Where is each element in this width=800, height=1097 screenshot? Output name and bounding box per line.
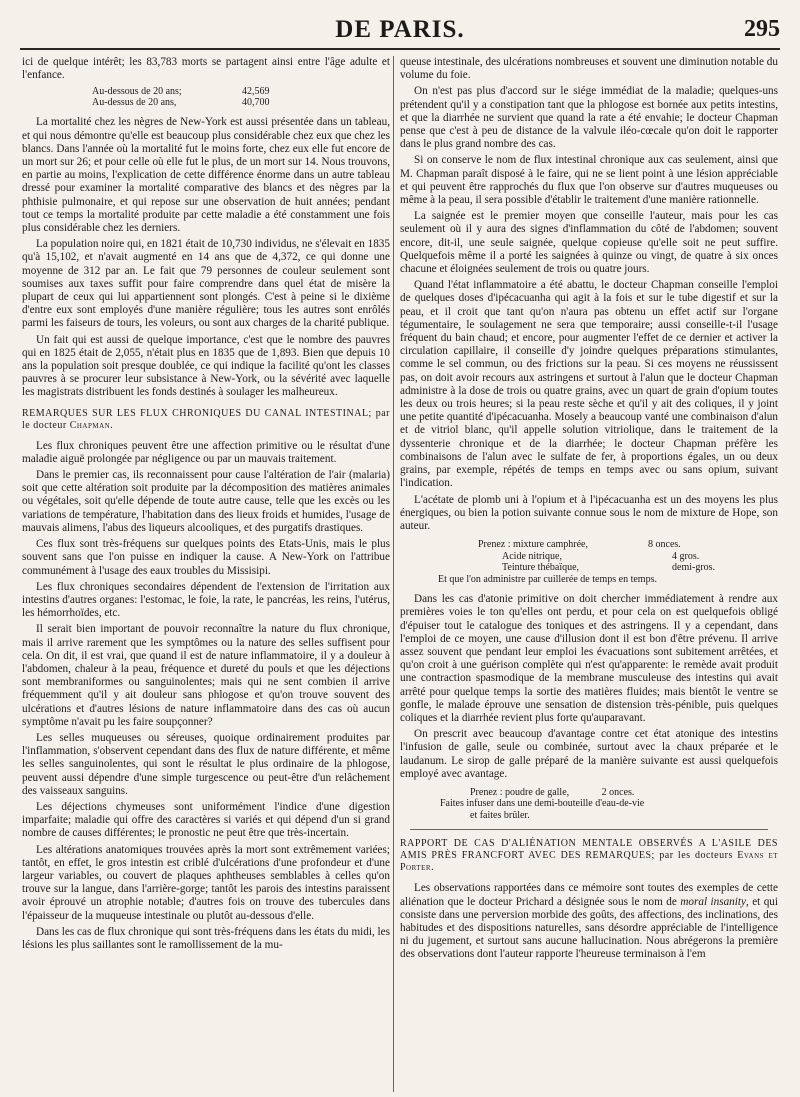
paragraph: L'acétate de plomb uni à l'opium et à l'ipécacuanha est un des moyens les plus énergiques, ou bien la potion suivante connue sous le nom de mixture de Hope, son auteur.: [400, 493, 778, 532]
page-title: DE PARIS.: [335, 16, 465, 43]
page-number: 295: [744, 16, 780, 42]
section-heading: REMARQUES SUR LES FLUX CHRONIQUES DU CANAL INTESTINAL; par le docteur Chapman.: [22, 407, 390, 431]
paragraph: queuse intestinale, des ulcérations nombreuses et souvent une diminution notable du volume du foie.: [400, 56, 778, 82]
section-heading: RAPPORT DE CAS D'ALIÉNATION MENTALE OBSERVÉS A L'ASILE DES AMIS PRÈS FRANCFORT AVEC DES REMARQUES; par les docteurs Evans et Porter.: [400, 838, 778, 874]
paragraph: Les déjections chymeuses sont uniformément l'indice d'une digestion imparfaite; maladie qui offre des caractères si variés et qui dépend d'un si grand nombre de causes différentes; le pronostic ne peut être que très-incertain.: [22, 800, 390, 840]
paragraph: Dans le premier cas, ils reconnaissent pour cause l'altération de l'air (malaria) soit que cette altération soit produite par la décomposition des matières animales ou végétales, soit qu'elle dépende de toute autre cause, telle que les excès ou les variations de température, l'habitation dans des lieux froids et humides, l'usage de mauvais alimens, l'abus des liqueurs alcooliques, et des purgatifs drastiques.: [22, 469, 390, 534]
paragraph: Les observations rapportées dans ce mémoire sont toutes des exemples de cette aliénation que le docteur Prichard a désignée sous le nom de moral insanity, et qui consiste dans une perversion morbide des goûts, des affections, des inclinations, des habitudes et des dispositions naturelles, sans désordre appréciable de l'intelligence ni du jugement, et surtout sans aucune hallucination. Nous abrégerons la première des observations dont l'auteur rapporte l'heureuse terminaison à l'em: [400, 882, 778, 961]
section-rule: [410, 829, 768, 830]
paragraph: On n'est pas plus d'accord sur le siége immédiat de la maladie; quelques-uns prétendent qu'il y a constipation tant que la phlogose est bornée aux petits intestins, et que la diarrhée ne survient que quand la rate a été envahie; le docteur Chapman pense que c'est à peu de distance de la valvule iléo-cœcale qu'on doit le rapporter dans le plus grand nombre des cas.: [400, 85, 778, 151]
paragraph: Un fait qui est aussi de quelque importance, c'est que le nombre des pauvres qui en 1825 était de 2,055, n'était plus en 1835 que de 1,893. Bien que depuis 10 ans la population soit presque doublée, ce qui indique la facilité qu'ont les classes pauvres à se procurer leur subsistance à New-York, ou la sévérité avec laquelle les magistrats distribuent les fonds destinés à soulager les malheureux.: [22, 333, 390, 399]
paragraph: La saignée est le premier moyen que conseille l'auteur, mais pour les cas seulement où il y aura des signes d'inflammation du côté de l'abdomen; souvent encore, dit-il, une seule saignée, quelque copieuse qu'elle soit ne peut suffire. Quelquefois même il a porté les saignées à quinze ou vingt, de quatre à six onces chacune et éloignées seulement de trois ou quatre jours.: [400, 210, 778, 276]
paragraph: La population noire qui, en 1821 était de 10,730 individus, ne s'élevait en 1835 qu'à 15,102, et n'avait augmenté en 14 ans que de 4,372, ce qui donne une moyenne de 312 par an. Le fait que 79 personnes de couleur seulement sont soumises aux taxes suffit pour faire comprendre dans quel état de misère la plupart de ceux qui lui appartiennent sont plongés. C'est à peine si le dixième d'entre eux sont employés d'une manière régulière; tous les autres sont enrôlés parmi les faiseurs de tours, les voleurs, ou sont aux charges de la charité publique.: [22, 238, 390, 330]
paragraph: Les flux chroniques peuvent être une affection primitive ou le résultat d'une maladie aiguë prolongée par négligence ou par un mauvais traitement.: [22, 439, 390, 465]
prescription-note: Et que l'on administre par cuillerée de temps en temps.: [438, 573, 657, 585]
paragraph: ici de quelque intérêt; les 83,783 morts se partagent ainsi entre l'âge adulte et l'enfance.: [22, 56, 390, 82]
prescription-hope-mixture: [438, 539, 778, 585]
age-stats-table: [92, 86, 390, 108]
left-column: [22, 56, 390, 1092]
prescription-gall-syrup: Prenez : poudre de galle, 2 onces. Faites infuser dans une demi-bouteille d'eau-de-vie et faites brûler.: [440, 786, 645, 821]
paragraph: Les flux chroniques secondaires dépendent de l'extension de l'irritation aux intestins d'autres organes: l'estomac, le foie, la rate, le pancréas, les reins, l'utérus, les hémorrhoïdes, etc.: [22, 580, 390, 620]
paragraph: On prescrit avec beaucoup d'avantage contre cet état atonique des intestins l'infusion de galle, seule ou combinée, surtout avec la chaux préparée et le laudanum. Le sirop de galle préparé de la manière suivante est aussi quelquefois employé avec avantage.: [400, 728, 778, 780]
prescription-row: Acide nitrique, 4 gros.: [502, 550, 700, 562]
paragraph: Les altérations anatomiques trouvées après la mort sont extrêmement variées; tantôt, en effet, le gros intestin est criblé d'ulcérations d'une profondeur et d'une largeur variables, ou couvert de plaques aphtheuses semblables à celles qu'on trouve sur la langue, dans l'arrière-gorge; tantôt les parois des intestins paraissent avoir éprouvé un atrophie notable; d'autres fois on trouve des tubercules dans l'épaisseur de la muqueuse intestinale ou plutôt au-dessous d'elle.: [22, 843, 390, 922]
stats-row: Au-dessus de 20 ans, 40,700: [92, 97, 270, 109]
paragraph: Les selles muqueuses ou séreuses, quoique ordinairement produites par l'inflammation, s'observent cependant dans des flux de nature différente, et même les selles sanguinolentes, qui sont le résultat le plus ordinaire de la phlogose, peuvent aussi dépendre d'une simple turgescence ou peut-être d'un relâchement des vaisseaux sanguins.: [22, 731, 390, 797]
column-divider: [393, 56, 394, 1092]
paragraph: Il serait bien important de pouvoir reconnaître la nature du flux chronique, mais il arrive rarement que les symptômes ou la nature des selles suffisent pour cela. On dit, il est vrai, que quand il est de nature inflammatoire, il y a douleur à l'abdomen, chaleur à la peau, fréquence et dureté du pouls et que les déjections sont membraniformes ou sanguinolentes; mais qui ne sent combien il arrive fréquemment qu'il y ait douleur sans phlogose et qu'on trouve souvent des ulcérations et d'autres lésions de nature inflammatoire dans des cas où aucun symptôme n'avait pu les faire soupçonner?: [22, 623, 390, 728]
paragraph: La mortalité chez les nègres de New-York est aussi présentée dans un tableau, et qui nous démontre qu'elle est beaucoup plus considérable chez eux que chez les blancs. Dans l'année où la mortalité fut le moins forte, chez eux elle fut encore de un mort sur 26; et pour celle où elle fut le plus, de un mort sur 14. Nous trouvons, en partie au moins, l'explication de cette différence énorme dans un autre tableau dressé pour examiner la mortalité comparative des blancs et des nègres par la phthisie pulmonaire, et qui repose sur une observation de huit années; pendant tout ce temps la mortalité produite par cette maladie a été constamment une fois plus considérable chez les derniers.: [22, 116, 390, 235]
right-column: [400, 56, 778, 1092]
paragraph: Ces flux sont très-fréquens sur quelques points des Etats-Unis, mais le plus souvent sans que l'on puisse en indiquer la cause. A New-York on l'attribue communément à l'usage des eaux troubles du Missisipi.: [22, 538, 390, 577]
prescription-row: Teinture thébaïque, demi-gros.: [502, 562, 716, 574]
paragraph: Dans les cas d'atonie primitive on doit chercher immédiatement à rendre aux premières voies le ton qu'elles ont perdu, et pour cela on est quelquefois obligé d'épuiser tout le catalogue des toniques et des astringens. Il y a cependant, dans l'emploi de ce moyen, une cause d'illusion dont il est bon d'être prévenu. Il arrive assez souvent que pendant leur emploi les évacuations sont subitement arrêtées, et qu'on croit à une guérison complète qui n'est qu'apparente: le remède avait produit une contraction spasmodique de la membrane musculeuse des intestins qui avait arrêté pour quelque temps la sortie des matières fluides; mais bientôt le ventre se gonfle, le malade éprouve une sensation de distension très-pénible, puis quelques coliques et la diarrhée revient plus forte qu'auparavant.: [400, 593, 778, 724]
paragraph: Dans les cas de flux chronique qui sont très-fréquens dans les états du midi, les lésions les plus saillantes sont le ramollissement de la mu-: [22, 925, 390, 951]
page-header: [20, 14, 780, 50]
paragraph: Quand l'état inflammatoire a été abattu, le docteur Chapman conseille l'emploi de quelques doses d'ipécacuanha qui agit à la fois et sur le tube digestif et sur la peau, et il croit que tant qu'on n'aura pas obtenu un effet actif sur l'organe tégumentaire, le soulagement ne sera que temporaire; aussi conseille-t-il l'usage fréquent du bain chaud; et encore, pour augmenter l'effet de ce dernier et activer la circulation capillaire, il conseille d'y joindre quelques préparations stimulantes, comme le sel commun, ou des frictions sur la peau. Si ces moyens ne réussissent pas, on doit avoir recours aux astringens et surtout à l'alun que le docteur Chapman administre à la dose de trois ou quatre grains, avec un quart de grain d'opium toutes les deux ou trois heures; si la peau reste sèche et qu'il y ait des coliques, il y joint une petite quantité d'ipécacuanha. Mosely a beaucoup vanté une combinaison d'alun et de vitriol blanc, qu'il appelle solution vitriolique, dans le traitement de la dyssenterie chronique et de la diarrhée; le docteur Chapman préfère les combinaisons de l'alun avec le sulfate de fer, à proportions égales, un ou deux grains, par exemple, répétés de temps en temps avec ou sans opium, suivant l'indication.: [400, 279, 778, 490]
paragraph: Si on conserve le nom de flux intestinal chronique aux cas seulement, ainsi que M. Chapman paraît disposé à le faire, qui ne se lient point à une lésion appréciable et qui peuvent être rapprochés du flux que l'on observe sur d'autres muqueuses ou même à la peau, il sera possible d'établir le traitement d'une manière rationnelle.: [400, 154, 778, 207]
stats-row: Au-dessous de 20 ans; 42,569: [92, 86, 270, 98]
prescription-row: Prenez : mixture camphrée, 8 onces.: [478, 539, 681, 551]
